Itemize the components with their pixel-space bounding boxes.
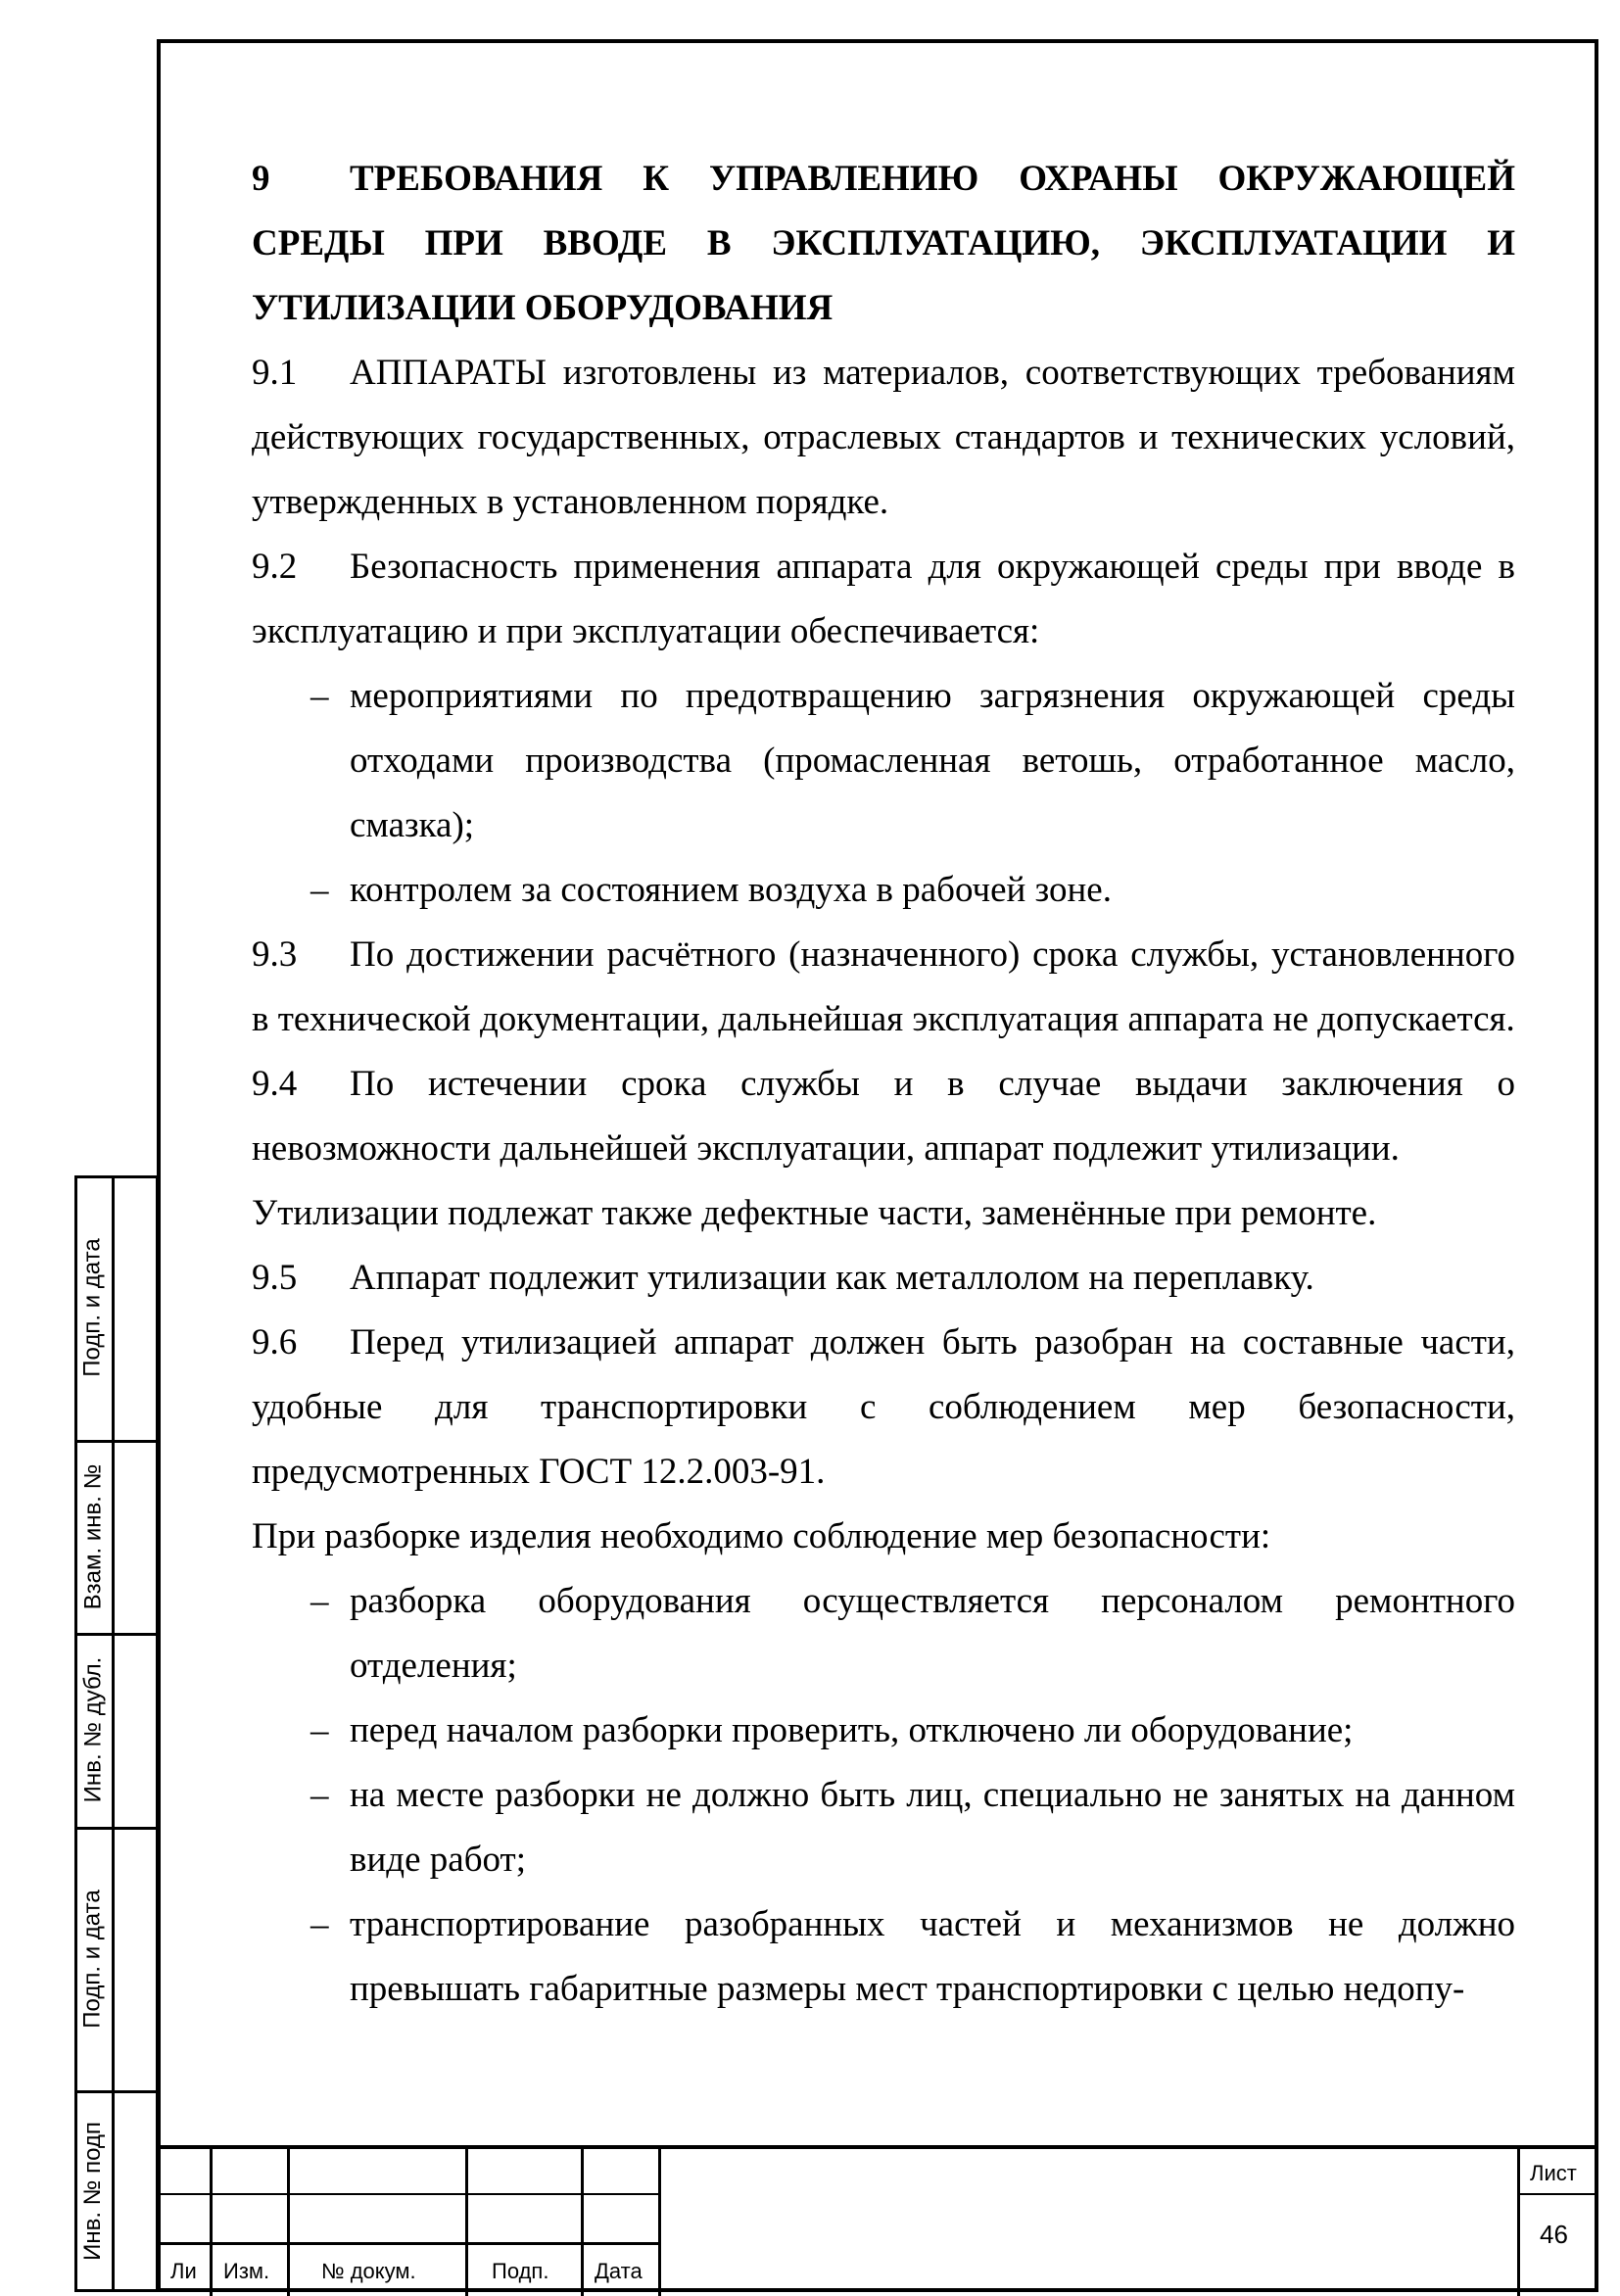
paragraph-9-1	[252, 341, 1515, 535]
paragraph-number: 9.6	[252, 1322, 298, 1363]
paragraph-9-4-extra: Утилизации подлежат также дефектные части, заменённые при ремонте.	[252, 1193, 1377, 1233]
label-sheet: Лист	[1530, 2161, 1577, 2185]
title-block-rule	[287, 2149, 290, 2296]
paragraph-number: 9.5	[252, 1258, 298, 1298]
side-label-inv-dubl: Инв. № дубл.	[79, 1656, 106, 1803]
list-item: – мероприятиями по предотвращению загрязнения окружающей среды отходами производства (промасленная ветошь, отработанное масло, смазка);	[252, 664, 1515, 858]
side-label-podp-data-2: Подп. и дата	[79, 1889, 106, 2029]
paragraph-number: 9.4	[252, 1064, 298, 1104]
side-label-inv-podp: Инв. № подп	[79, 2122, 107, 2261]
sheet-number: 46	[1540, 2220, 1568, 2249]
paragraph-9-2	[252, 535, 1515, 664]
title-block-rule	[157, 2193, 660, 2195]
label-podp: Подп.	[492, 2259, 549, 2283]
list-item: – транспортирование разобранных частей и механизмов не должно превышать габаритные размеры мест транспортировки с целью недопу-	[252, 1892, 1515, 2022]
paragraph-text: По истечении срока службы и в случае выдачи заключения о невозможности дальнейшей эксплуатации, аппарат подлежит утилизации.	[252, 1064, 1515, 1169]
paragraph-9-4	[252, 1052, 1515, 1181]
paragraph-9-5	[252, 1246, 1515, 1311]
label-izm: Изм.	[223, 2259, 270, 2283]
heading-text: ТРЕБОВАНИЯ К УПРАВЛЕНИЮ ОХРАНЫ ОКРУЖАЮЩЕЙ СРЕДЫ ПРИ ВВОДЕ В ЭКСПЛУАТАЦИЮ, ЭКСПЛУАТАЦИИ И УТИЛИЗАЦИИ ОБОРУДОВАНИЯ	[252, 159, 1515, 328]
label-doc-num: № докум.	[321, 2259, 416, 2283]
paragraph-text: Безопасность применения аппарата для окружающей среды при вводе в эксплуатацию и при эксплуатации обеспечивается:	[252, 547, 1515, 651]
title-block-rule	[658, 2149, 661, 2296]
section-heading	[252, 147, 1515, 341]
paragraph-text: Перед утилизацией аппарат должен быть разобран на составные части, удобные для транспортировки с соблюдением мер безопасности, предусмотренных ГОСТ 12.2.003-91.	[252, 1322, 1515, 1492]
title-block-rule	[1517, 2193, 1598, 2195]
list-item: – на месте разборки не должно быть лиц, специально не занятых на данном виде работ;	[252, 1763, 1515, 1892]
heading-number: 9	[252, 159, 270, 199]
title-block-rule	[157, 2242, 660, 2245]
list-item: – перед началом разборки проверить, отключено ли оборудование;	[252, 1698, 1515, 1763]
side-stamp-divider	[112, 1175, 115, 2292]
title-block-rule	[1517, 2149, 1520, 2296]
paragraph-number: 9.3	[252, 934, 298, 975]
title-block	[157, 2145, 1598, 2292]
side-label-podp-data-1: Подп. и дата	[79, 1238, 106, 1377]
paragraph-number: 9.1	[252, 353, 298, 393]
paragraph-9-6	[252, 1311, 1515, 1505]
paragraph-text: Аппарат подлежит утилизации как металлолом на переплавку.	[350, 1258, 1314, 1298]
list-item: – контролем за состоянием воздуха в рабочей зоне.	[252, 858, 1515, 923]
title-block-rule	[581, 2149, 584, 2296]
title-block-rule	[465, 2149, 468, 2296]
label-li: Ли	[170, 2259, 197, 2283]
label-date: Дата	[595, 2259, 643, 2283]
title-block-rule	[210, 2149, 213, 2296]
paragraph-number: 9.2	[252, 547, 298, 587]
side-label-vzam-inv: Взам. инв. №	[79, 1463, 106, 1609]
paragraph-9-6-extra: При разборке изделия необходимо соблюдение мер безопасности:	[252, 1516, 1271, 1556]
paragraph-9-3	[252, 923, 1515, 1052]
document-body	[252, 147, 1515, 2022]
list-item: – разборка оборудования осуществляется персоналом ремонтного отделения;	[252, 1569, 1515, 1698]
paragraph-text: АППАРАТЫ изготовлены из материалов, соответствующих требованиям действующих государственных, отраслевых стандартов и технических условий, утвержденных в установленном порядке.	[252, 353, 1515, 522]
paragraph-text: По достижении расчётного (назначенного) срока службы, установленного в технической документации, дальнейшая эксплуатация аппарата не допускается.	[252, 934, 1515, 1039]
